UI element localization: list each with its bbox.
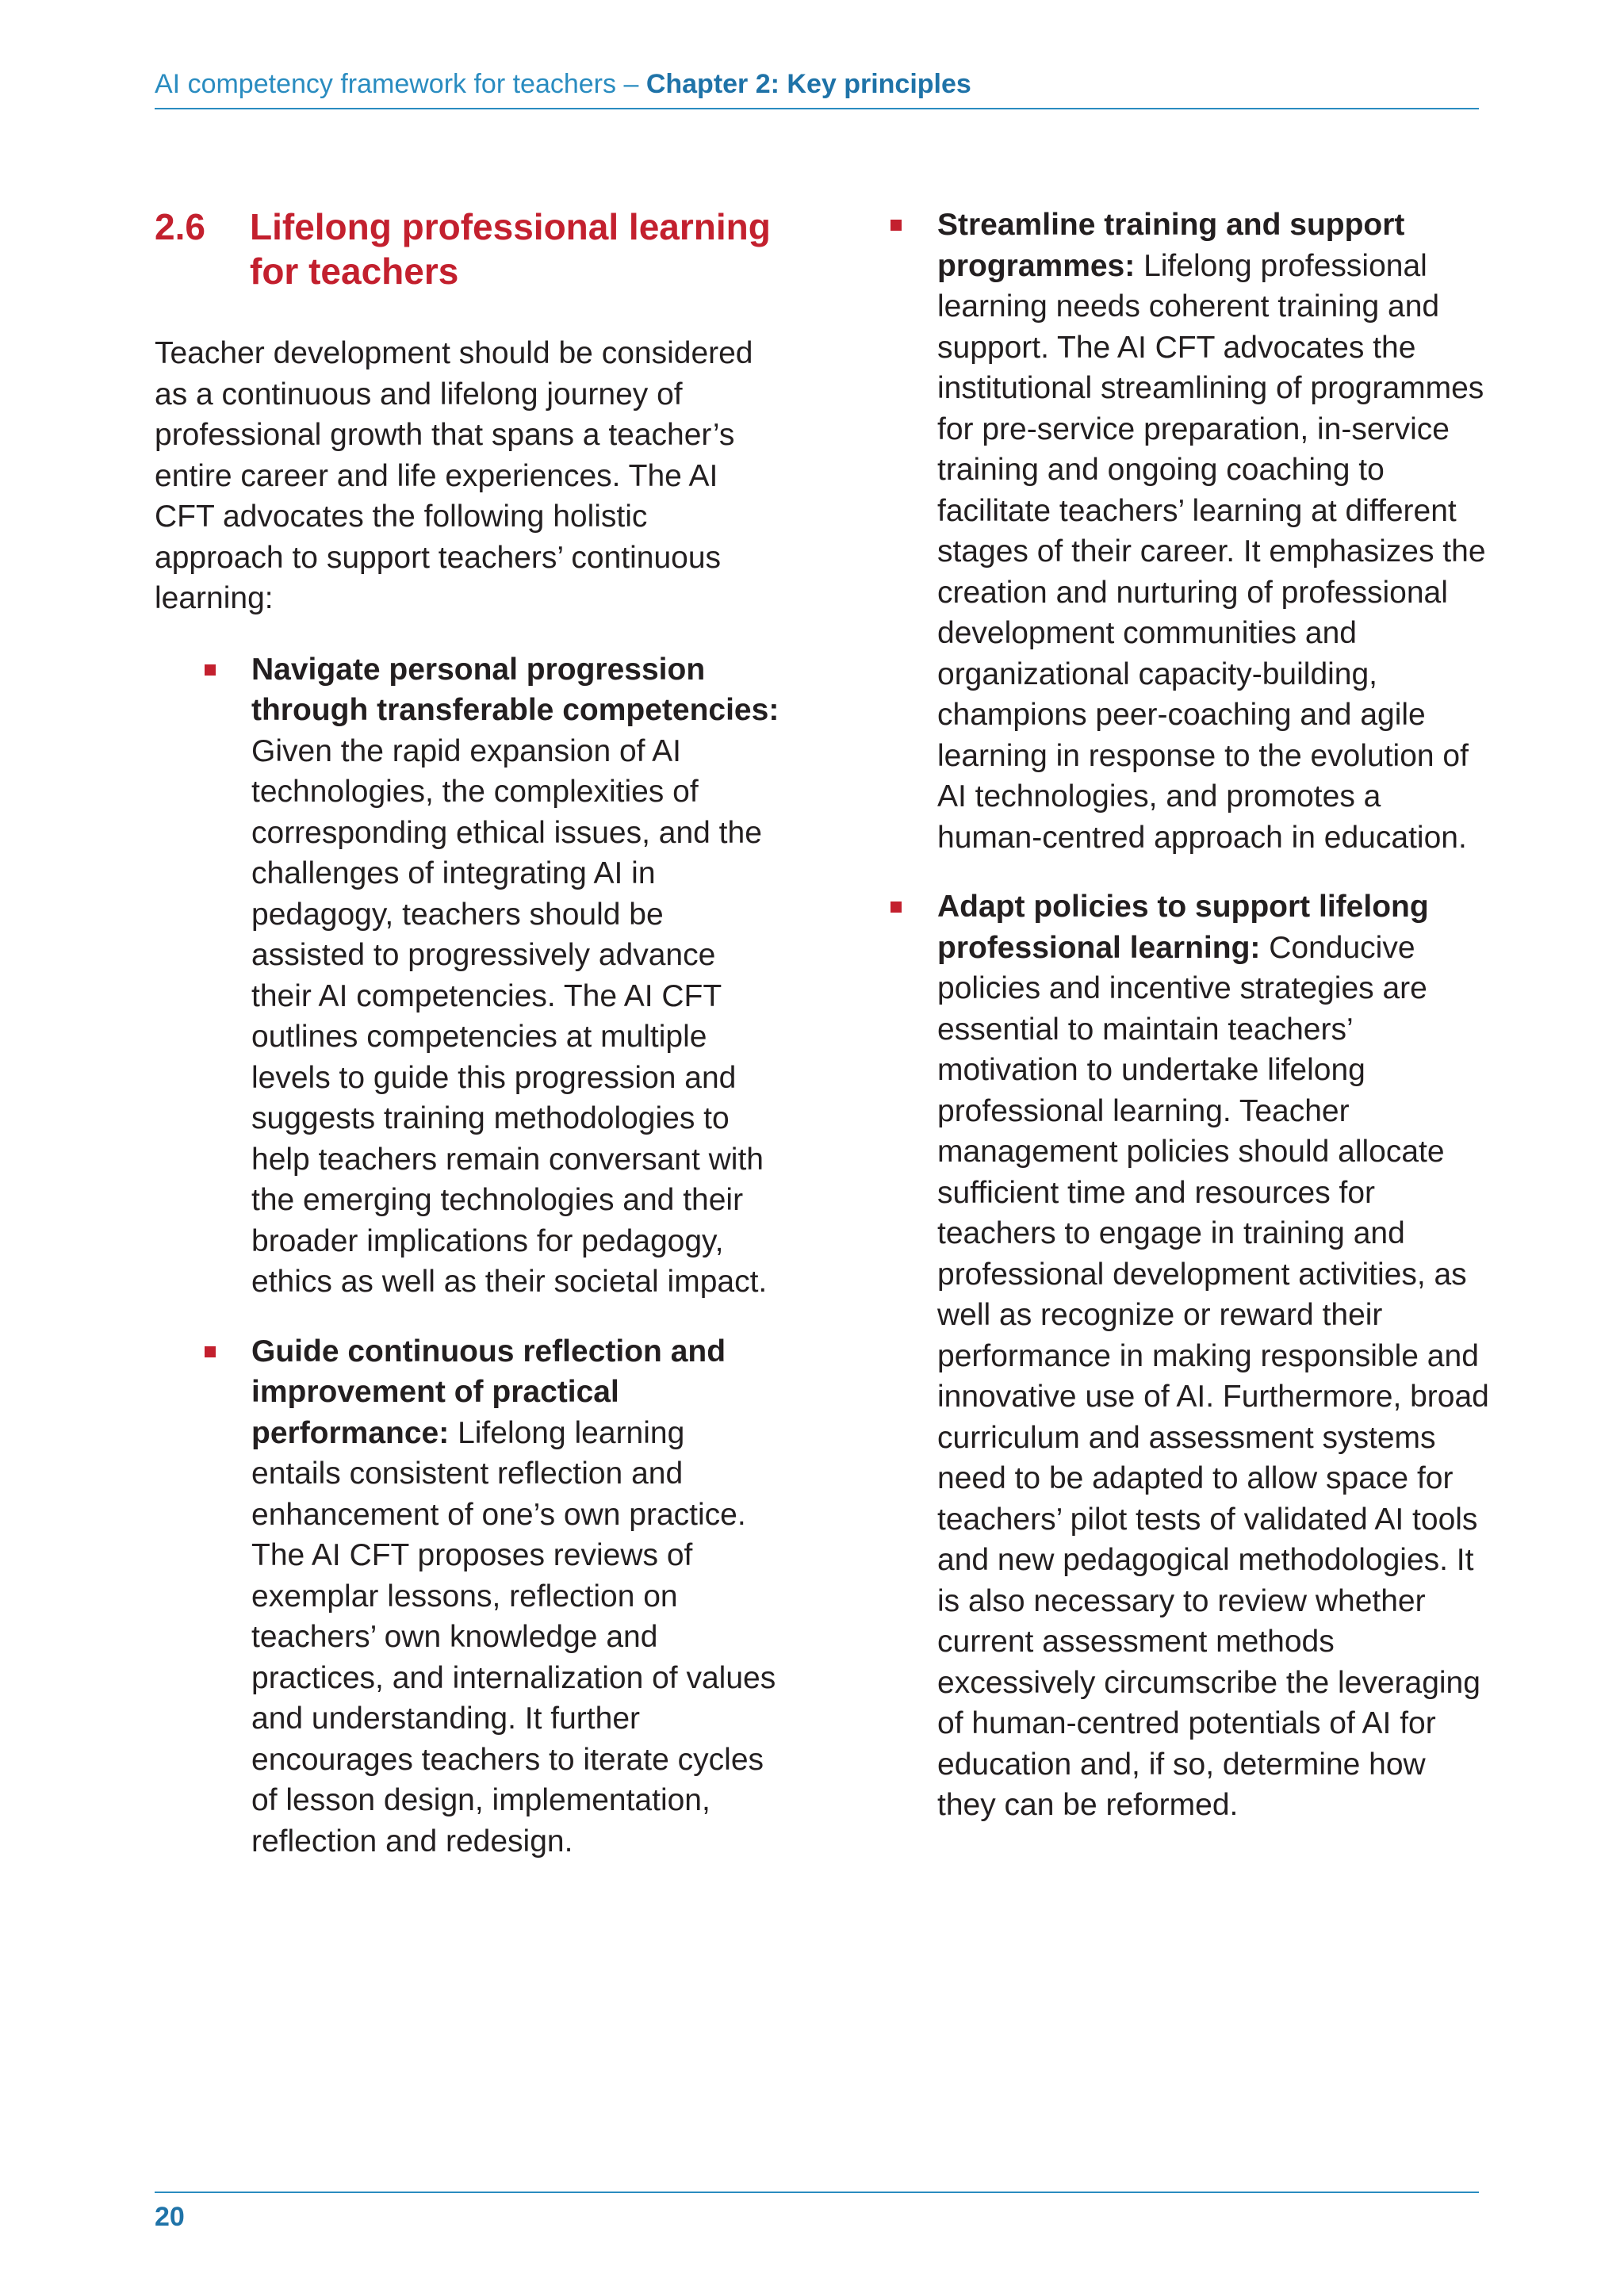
running-header [155,68,1479,109]
square-bullet-icon [891,220,902,231]
section-title: Lifelong professional learning for teachers [250,206,771,292]
footer-rule [155,2192,1479,2193]
list-item [888,886,1491,1826]
right-column [888,205,1491,1855]
bullet-text: Given the rapid expansion of AI technologies, the complexities of corresponding ethical issues, and the challenges of integrating AI in pedagogy, teachers should be assisted to progressively advance their AI competencies. The AI CFT outlines competencies at multiple levels to guide this progression and suggests training methodologies to help teachers remain conversant with the emerging technologies and their broader implications for pedagogy, ethics as well as their societal impact. [251,733,768,1299]
section-number: 2.6 [155,206,205,247]
bullet-text: Conducive policies and incentive strategies are essential to maintain teachers’ motivation to undertake lifelong professional learning. Teacher management policies should allocate sufficient time and resources for teachers to engage in training and professional development activities, as well as recognize or reward their performance in making responsible and innovative use of AI. Furthermore, broad curriculum and assessment systems need to be adapted to allow space for teachers’ pilot tests of validated AI tools and new pedagogical methodologies. It is also necessary to review whether current assessment methods excessively circumscribe the leveraging of human-centred potentials of AI for education and, if so, determine how they can be reformed. [937,930,1489,1822]
intro-paragraph: Teacher development should be considered as a continuous and lifelong journey of professional growth that spans a teacher’s entire career and life experiences. The AI CFT advocates the following holistic approach to support teachers’ continuous learning: [155,336,753,615]
square-bullet-icon [891,902,902,913]
section-heading [155,205,781,293]
square-bullet-icon [205,1346,216,1357]
left-column [155,205,781,1890]
bullet-list-left [155,649,781,1862]
list-item [202,649,781,1303]
bullet-lead: Guide continuous reflection and improvement of practical performance: [251,1334,726,1450]
list-item [202,1331,781,1862]
bullet-text: Lifelong professional learning needs coherent training and support. The AI CFT advocates the institutional streamlining of programmes for pre-service preparation, in-service training and ongoing coaching to facilitate teachers’ learning at different stages of their career. It emphasizes the creation and nurturing of professional development communities and organizational capacity-building, champions peer-coaching and agile learning in response to the evolution of AI technologies, and promotes a human-centred approach in education. [937,248,1486,855]
square-bullet-icon [205,664,216,676]
bullet-lead: Navigate personal progression through transferable competencies: [251,652,779,727]
list-item [888,205,1491,858]
document-title: AI competency framework for teachers – [155,69,646,99]
chapter-title: Chapter 2: Key principles [645,69,971,99]
bullet-text: Lifelong learning entails consistent reflection and enhancement of one’s own practice. The AI CFT proposes reviews of exemplar lessons, reflection on teachers’ own knowledge and practices, and internalization of values and understanding. It further encourages teachers to iterate cycles of lesson design, implementation, reflection and redesign. [251,1415,776,1859]
bullet-lead: Adapt policies to support lifelong professional learning: [937,890,1429,965]
bullet-list-right [888,205,1491,1826]
page-number: 20 [155,2202,185,2232]
bullet-lead: Streamline training and support programmes: [937,208,1405,283]
